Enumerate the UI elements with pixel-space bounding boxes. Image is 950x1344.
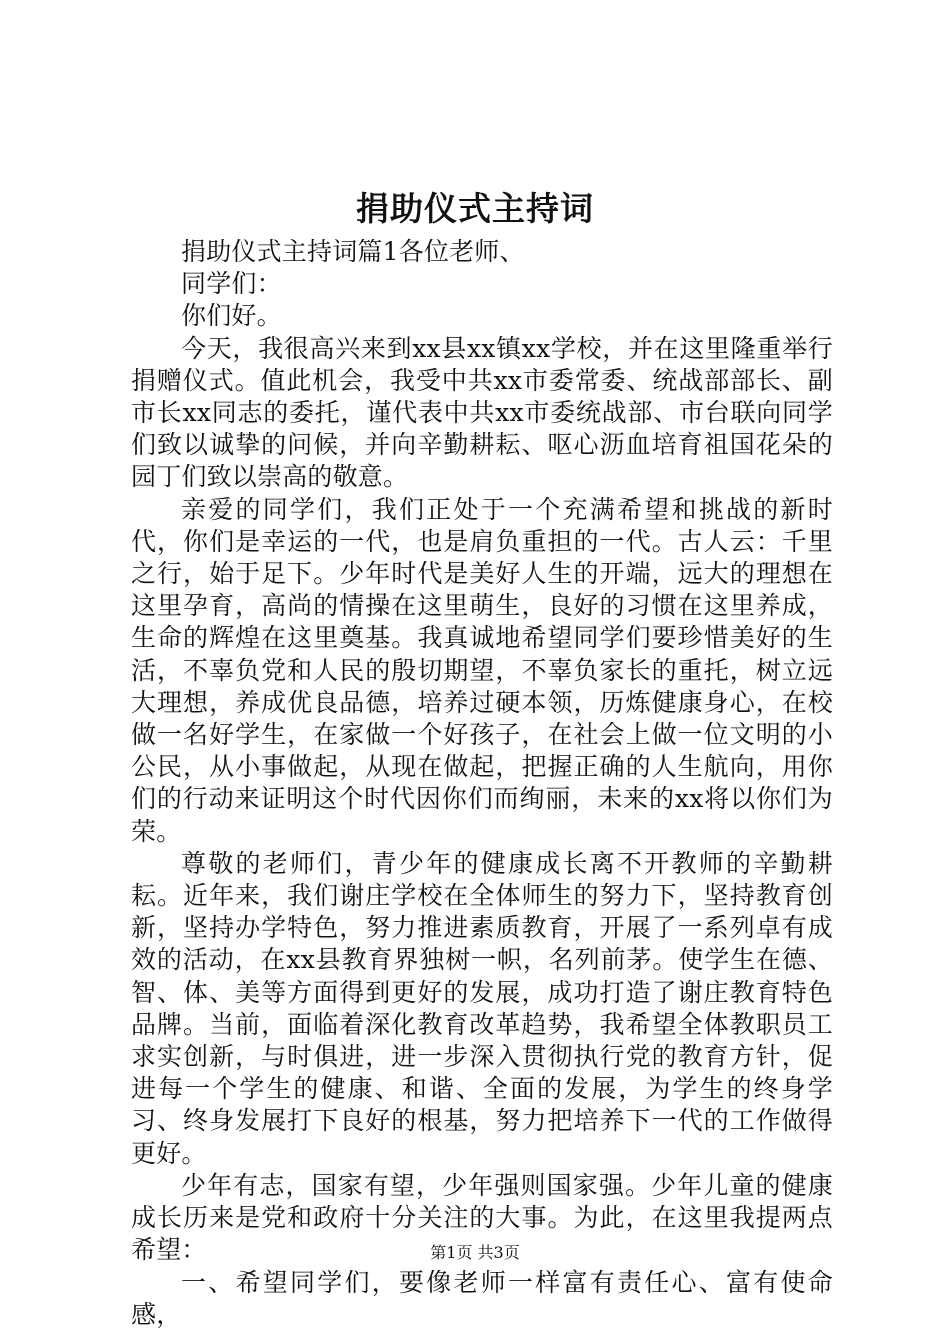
document-title: 捐助仪式主持词: [356, 189, 594, 228]
paragraph-8: 一、希望同学们，要像老师一样富有责任心、富有使命感，: [131, 1267, 833, 1329]
paragraph-3: 你们好。: [181, 301, 282, 331]
paragraph-6: 尊敬的老师们，青少年的健康成长离不开教师的辛勤耕耘。近年来，我们谢庄学校在全体师生的努力下，坚持教育创新，坚持办学特色，努力推进素质教育，开展了一系列卓有成效的活动，在xx县教育界独树一帜，名列前茅。使学生在德、智、体、美等方面得到更好的发展，成功打造了谢庄教育特色品牌。当前，面临着深化教育改革趋势，我希望全体教职员工求实创新，与时俱进，进一步深入贯彻执行党的教育方针，促进每一个学生的健康、和谐、全面的发展，为学生的终身学习、终身发展打下良好的根基，努力把培养下一代的工作做得更好。: [131, 848, 833, 1168]
paragraph-1: 捐助仪式主持词篇1各位老师、: [181, 237, 525, 266]
page-footer: 第1页 共3页: [430, 1243, 520, 1262]
paragraph-5: 亲爱的同学们，我们正处于一个充满希望和挑战的新时代，你们是幸运的一代，也是肩负重担的一代。古人云：千里之行，始于足下。少年时代是美好人生的开端，远大的理想在这里孕育，高尚的情操在这里萌生，良好的习惯在这里养成，生命的辉煌在这里奠基。我真诚地希望同学们要珍惜美好的生活，不辜负党和人民的殷切期望，不辜负家长的重托，树立远大理想，养成优良品德，培养过硬本领，历炼健康身心，在校做一名好学生，在家做一个好孩子，在社会上做一位文明的小公民，从小事做起，从现在做起，把握正确的人生航向，用你们的行动来证明这个时代因你们而绚丽，未来的xx将以你们为荣。: [131, 494, 833, 846]
paragraph-7: 少年有志，国家有望，少年强则国家强。少年儿童的健康成长历来是党和政府十分关注的大事。为此，在这里我提两点希望：: [131, 1170, 833, 1265]
paragraph-4: 今天，我很高兴来到xx县xx镇xx学校，并在这里隆重举行捐赠仪式。值此机会，我受中共xx市委常委、统战部部长、副市长xx同志的委托，谨代表中共xx市委统战部、市台联向同学们致以诚挚的问候，并向辛勤耕耘、呕心沥血培育祖国花朵的园丁们致以崇高的敬意。: [131, 333, 833, 492]
document-body: [131, 236, 833, 1331]
paragraph-2: 同学们：: [181, 269, 282, 299]
